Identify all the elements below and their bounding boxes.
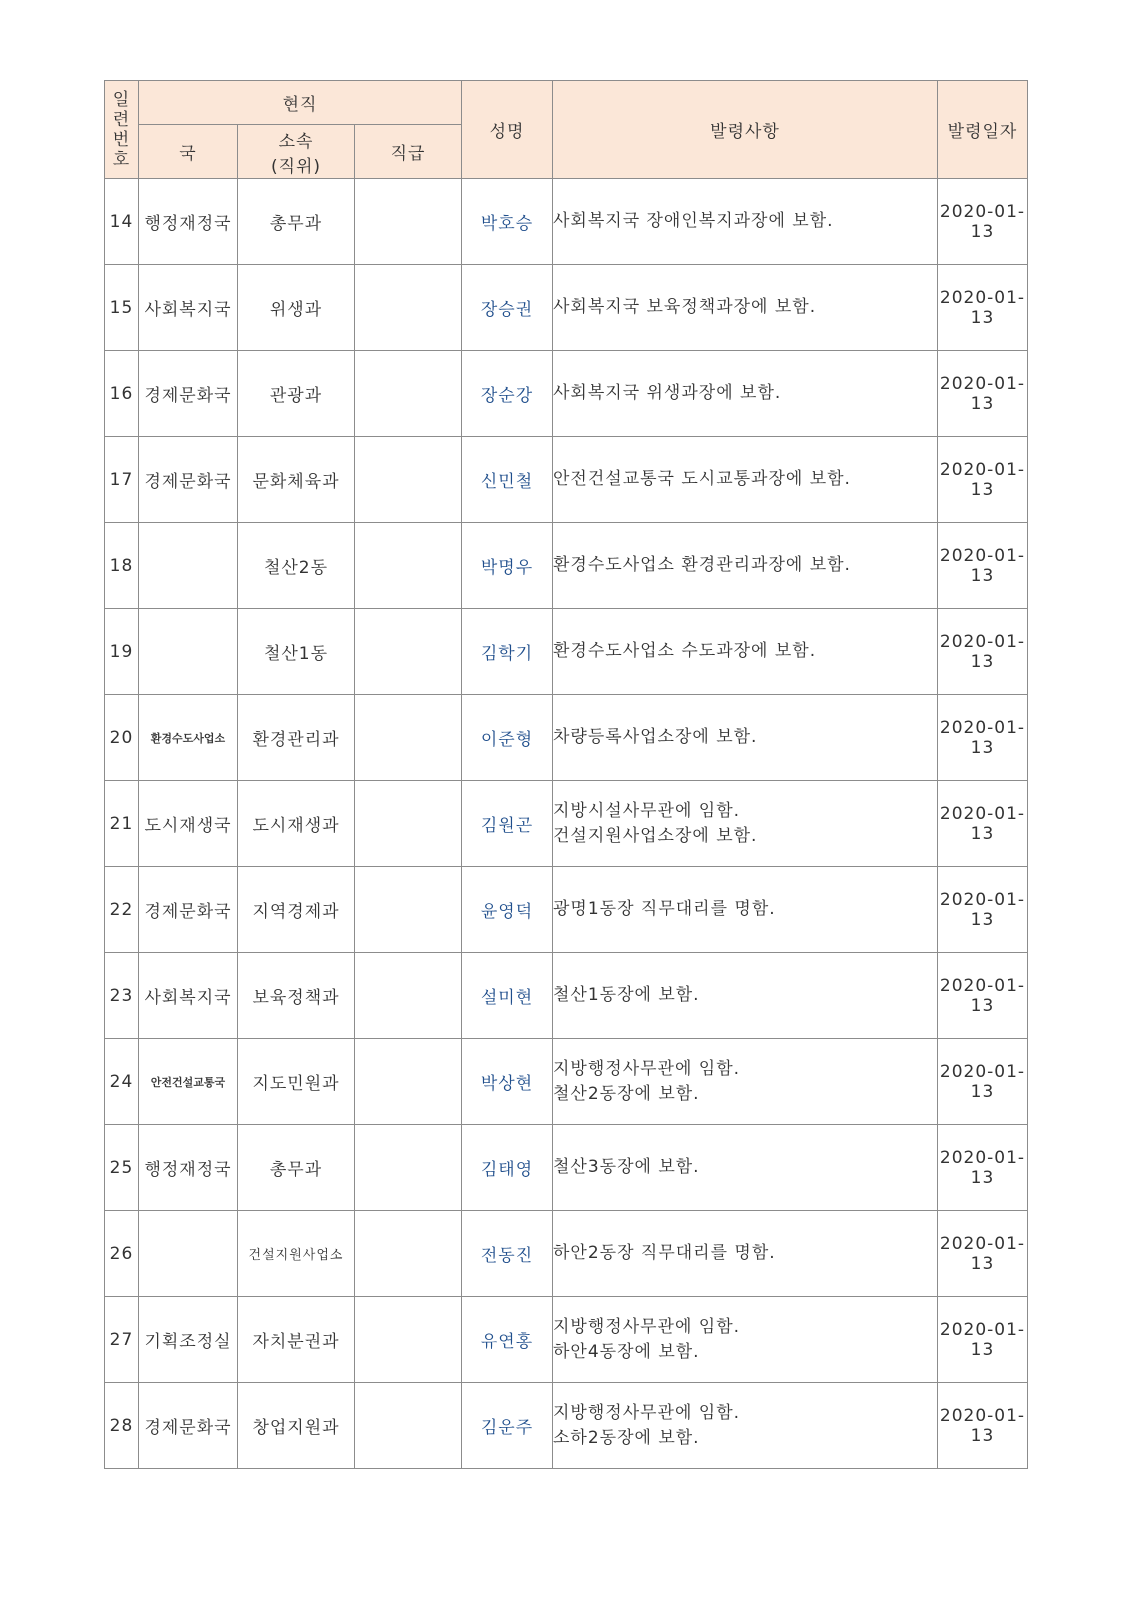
header-seq: 일 련 번 호 xyxy=(105,81,139,179)
detail-line: 철산2동장에 보함. xyxy=(553,1083,700,1104)
row-name: 김학기 xyxy=(462,609,553,695)
row-grade xyxy=(355,1211,462,1297)
table-header xyxy=(105,81,1028,179)
header-grade: 직급 xyxy=(355,125,462,179)
row-date: 2020-01-13 xyxy=(938,1211,1028,1297)
row-date: 2020-01-13 xyxy=(938,867,1028,953)
row-seq: 19 xyxy=(105,609,139,695)
row-name: 설미현 xyxy=(462,953,553,1039)
row-date: 2020-01-13 xyxy=(938,523,1028,609)
row-seq: 14 xyxy=(105,179,139,265)
row-dept: 경제문화국 xyxy=(139,437,238,523)
row-date: 2020-01-13 xyxy=(938,437,1028,523)
row-grade xyxy=(355,1297,462,1383)
row-affiliation: 보육정책과 xyxy=(238,953,355,1039)
detail-line: 지방행정사무관에 임함. xyxy=(553,1058,741,1079)
row-affiliation: 문화체육과 xyxy=(238,437,355,523)
detail-line: 환경수도사업소 환경관리과장에 보함. xyxy=(553,555,851,575)
table-row xyxy=(105,695,1028,781)
table-row xyxy=(105,867,1028,953)
row-dept xyxy=(139,523,238,609)
row-dept: 행정재정국 xyxy=(139,1125,238,1211)
detail-line: 광명1동장 직무대리를 명함. xyxy=(553,899,776,919)
row-dept: 안전건설교통국 xyxy=(139,1039,238,1125)
row-details xyxy=(553,1211,938,1297)
header-details: 발령사항 xyxy=(553,81,938,179)
row-affiliation: 자치분권과 xyxy=(238,1297,355,1383)
row-name: 김원곤 xyxy=(462,781,553,867)
detail-line: 소하2동장에 보함. xyxy=(553,1427,700,1448)
row-seq: 15 xyxy=(105,265,139,351)
table-row xyxy=(105,1125,1028,1211)
detail-line: 철산3동장에 보함. xyxy=(553,1157,700,1177)
table-row xyxy=(105,781,1028,867)
row-affiliation: 총무과 xyxy=(238,1125,355,1211)
header-current-post: 현직 xyxy=(139,81,462,125)
row-date: 2020-01-13 xyxy=(938,609,1028,695)
detail-line: 하안4동장에 보함. xyxy=(553,1341,700,1362)
row-dept xyxy=(139,609,238,695)
row-details xyxy=(553,1039,938,1125)
row-name: 박상현 xyxy=(462,1039,553,1125)
row-grade xyxy=(355,953,462,1039)
row-date: 2020-01-13 xyxy=(938,351,1028,437)
row-details xyxy=(553,953,938,1039)
row-dept: 기획조정실 xyxy=(139,1297,238,1383)
table-row xyxy=(105,1039,1028,1125)
row-dept: 경제문화국 xyxy=(139,1383,238,1469)
row-affiliation: 총무과 xyxy=(238,179,355,265)
row-name: 장승권 xyxy=(462,265,553,351)
row-date: 2020-01-13 xyxy=(938,695,1028,781)
row-grade xyxy=(355,1039,462,1125)
row-grade xyxy=(355,351,462,437)
row-affiliation: 도시재생과 xyxy=(238,781,355,867)
row-date: 2020-01-13 xyxy=(938,1125,1028,1211)
row-details xyxy=(553,1125,938,1211)
row-name: 김태영 xyxy=(462,1125,553,1211)
table-row xyxy=(105,179,1028,265)
row-dept: 환경수도사업소 xyxy=(139,695,238,781)
row-affiliation: 지역경제과 xyxy=(238,867,355,953)
row-affiliation: 건설지원사업소 xyxy=(238,1211,355,1297)
row-name: 박명우 xyxy=(462,523,553,609)
row-dept: 경제문화국 xyxy=(139,867,238,953)
row-dept: 도시재생국 xyxy=(139,781,238,867)
row-affiliation: 지도민원과 xyxy=(238,1039,355,1125)
row-date: 2020-01-13 xyxy=(938,1297,1028,1383)
row-details xyxy=(553,179,938,265)
row-grade xyxy=(355,265,462,351)
table-row xyxy=(105,1211,1028,1297)
header-affiliation: 소속 (직위) xyxy=(238,125,355,179)
row-affiliation: 철산1동 xyxy=(238,609,355,695)
row-seq: 25 xyxy=(105,1125,139,1211)
row-seq: 17 xyxy=(105,437,139,523)
row-details xyxy=(553,437,938,523)
table-row xyxy=(105,953,1028,1039)
row-name: 유연홍 xyxy=(462,1297,553,1383)
row-date: 2020-01-13 xyxy=(938,1039,1028,1125)
row-details xyxy=(553,523,938,609)
row-details xyxy=(553,609,938,695)
row-grade xyxy=(355,609,462,695)
header-date: 발령일자 xyxy=(938,81,1028,179)
row-dept: 사회복지국 xyxy=(139,953,238,1039)
table-row xyxy=(105,351,1028,437)
row-affiliation: 관광과 xyxy=(238,351,355,437)
row-grade xyxy=(355,781,462,867)
row-grade xyxy=(355,695,462,781)
table-row xyxy=(105,609,1028,695)
row-date: 2020-01-13 xyxy=(938,179,1028,265)
row-name: 전동진 xyxy=(462,1211,553,1297)
row-seq: 24 xyxy=(105,1039,139,1125)
detail-line: 지방시설사무관에 임함. xyxy=(553,800,741,821)
row-date: 2020-01-13 xyxy=(938,1383,1028,1469)
row-seq: 28 xyxy=(105,1383,139,1469)
row-name: 신민철 xyxy=(462,437,553,523)
header-dept: 국 xyxy=(139,125,238,179)
row-affiliation: 환경관리과 xyxy=(238,695,355,781)
detail-line: 지방행정사무관에 임함. xyxy=(553,1402,741,1423)
row-details xyxy=(553,1383,938,1469)
row-name: 장순강 xyxy=(462,351,553,437)
row-seq: 23 xyxy=(105,953,139,1039)
row-name: 이준형 xyxy=(462,695,553,781)
detail-line: 차량등록사업소장에 보함. xyxy=(553,727,758,747)
detail-line: 건설지원사업소장에 보함. xyxy=(553,825,758,846)
row-dept: 행정재정국 xyxy=(139,179,238,265)
row-details xyxy=(553,867,938,953)
row-seq: 20 xyxy=(105,695,139,781)
row-seq: 22 xyxy=(105,867,139,953)
row-details xyxy=(553,351,938,437)
row-details xyxy=(553,781,938,867)
row-date: 2020-01-13 xyxy=(938,953,1028,1039)
row-affiliation: 위생과 xyxy=(238,265,355,351)
detail-line: 하안2동장 직무대리를 명함. xyxy=(553,1243,776,1263)
row-details xyxy=(553,1297,938,1383)
row-name: 박호승 xyxy=(462,179,553,265)
row-seq: 27 xyxy=(105,1297,139,1383)
row-grade xyxy=(355,523,462,609)
row-details xyxy=(553,265,938,351)
row-grade xyxy=(355,1125,462,1211)
row-affiliation: 철산2동 xyxy=(238,523,355,609)
table-row xyxy=(105,523,1028,609)
row-dept: 사회복지국 xyxy=(139,265,238,351)
row-grade xyxy=(355,179,462,265)
detail-line: 사회복지국 보육정책과장에 보함. xyxy=(553,297,817,317)
row-details xyxy=(553,695,938,781)
row-affiliation: 창업지원과 xyxy=(238,1383,355,1469)
detail-line: 환경수도사업소 수도과장에 보함. xyxy=(553,641,817,661)
table-row xyxy=(105,1297,1028,1383)
detail-line: 사회복지국 위생과장에 보함. xyxy=(553,383,782,403)
table-row xyxy=(105,437,1028,523)
row-grade xyxy=(355,867,462,953)
personnel-table xyxy=(104,80,1028,1469)
detail-line: 지방행정사무관에 임함. xyxy=(553,1316,741,1337)
table-body xyxy=(105,179,1028,1469)
row-seq: 26 xyxy=(105,1211,139,1297)
row-date: 2020-01-13 xyxy=(938,265,1028,351)
detail-line: 사회복지국 장애인복지과장에 보함. xyxy=(553,211,834,231)
detail-line: 철산1동장에 보함. xyxy=(553,985,700,1005)
row-grade xyxy=(355,1383,462,1469)
table-row xyxy=(105,265,1028,351)
row-grade xyxy=(355,437,462,523)
row-seq: 16 xyxy=(105,351,139,437)
detail-line: 안전건설교통국 도시교통과장에 보함. xyxy=(553,469,851,489)
row-dept xyxy=(139,1211,238,1297)
table-row xyxy=(105,1383,1028,1469)
row-dept: 경제문화국 xyxy=(139,351,238,437)
header-name: 성명 xyxy=(462,81,553,179)
row-seq: 18 xyxy=(105,523,139,609)
row-date: 2020-01-13 xyxy=(938,781,1028,867)
row-seq: 21 xyxy=(105,781,139,867)
row-name: 윤영덕 xyxy=(462,867,553,953)
row-name: 김운주 xyxy=(462,1383,553,1469)
